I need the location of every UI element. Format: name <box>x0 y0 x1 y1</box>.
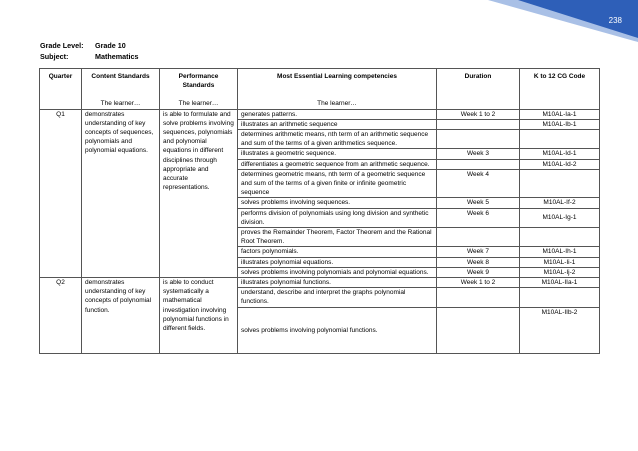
duration <box>437 130 520 149</box>
q2-quarter: Q2 <box>40 278 82 354</box>
learner-row <box>40 90 600 109</box>
cg-code: M10AL-Id-2 <box>520 159 600 169</box>
learner-content: The learner… <box>82 90 160 109</box>
cg-code: M10AL-Ig-1 <box>520 208 600 227</box>
competency: generates patterns. <box>238 109 437 119</box>
q2-performance: is able to conduct systematically a mathematical investigation involving polynomial functions in different fields. <box>160 278 238 354</box>
q1-content: demonstrates understanding of key concepts of sequences, polynomials and polynomial equations. <box>82 109 160 277</box>
document-meta <box>40 40 139 62</box>
duration: Week 3 <box>437 149 520 159</box>
cg-code <box>520 288 600 307</box>
cg-code <box>520 169 600 198</box>
duration: Week 9 <box>437 267 520 277</box>
cg-code: M10AL-Ia-1 <box>520 109 600 119</box>
cg-code: M10AL-If-2 <box>520 198 600 208</box>
header-performance: Performance Standards <box>160 69 238 91</box>
curriculum-table <box>39 68 600 354</box>
cg-code: M10AL-IIa-1 <box>520 278 600 288</box>
cg-code: M10AL-Ij-2 <box>520 267 600 277</box>
cg-code <box>520 130 600 149</box>
competency: understand, describe and interpret the graphs polynomial functions. <box>238 288 437 307</box>
page-number: 238 <box>608 16 622 25</box>
duration: Week 4 <box>437 169 520 198</box>
grade-label: Grade Level: <box>40 41 84 50</box>
header-duration: Duration <box>437 69 520 91</box>
cg-code <box>520 228 600 247</box>
competency: solves problems involving sequences. <box>238 198 437 208</box>
table-header-row <box>40 69 600 91</box>
header-quarter: Quarter <box>40 69 82 91</box>
table-row <box>40 109 600 119</box>
q2-content: demonstrates understanding of key concepts of polynomial function. <box>82 278 160 354</box>
cg-code: M10AL-Ih-1 <box>520 247 600 257</box>
duration: Week 5 <box>437 198 520 208</box>
competency: illustrates a geometric sequence. <box>238 149 437 159</box>
duration: Week 8 <box>437 257 520 267</box>
grade-value: Grade 10 <box>95 41 126 50</box>
duration: Week 7 <box>437 247 520 257</box>
cg-code: M10AL-Ii-1 <box>520 257 600 267</box>
learner-performance: The learner… <box>160 90 238 109</box>
competency: differentiates a geometric sequence from an arithmetic sequence. <box>238 159 437 169</box>
duration <box>437 159 520 169</box>
header-content: Content Standards <box>82 69 160 91</box>
subject-label: Subject: <box>40 52 69 61</box>
competency: factors polynomials. <box>238 247 437 257</box>
subject-value: Mathematics <box>95 52 139 61</box>
table-row <box>40 278 600 288</box>
competency: illustrates an arithmetic sequence <box>238 119 437 129</box>
competency: illustrates polynomial equations. <box>238 257 437 267</box>
duration <box>437 288 520 307</box>
duration: Week 1 to 2 <box>437 278 520 288</box>
duration <box>437 307 520 353</box>
cg-code: M10AL-Ib-1 <box>520 119 600 129</box>
competency: proves the Remainder Theorem, Factor Theorem and the Rational Root Theorem. <box>238 228 437 247</box>
duration: Week 6 <box>437 208 520 227</box>
competency: performs division of polynomials using long division and synthetic division. <box>238 208 437 227</box>
q1-quarter: Q1 <box>40 109 82 277</box>
cg-code: M10AL-Id-1 <box>520 149 600 159</box>
header-melc: Most Essential Learning competencies <box>238 69 437 91</box>
competency: solves problems involving polynomials and polynomial equations. <box>238 267 437 277</box>
q1-performance: is able to formulate and solve problems involving sequences, polynomials and polynomial equations in different disciplines through appropriate and accurate representations. <box>160 109 238 277</box>
learner-melc: The learner… <box>238 90 437 109</box>
cg-code: M10AL-IIb-2 <box>520 307 600 353</box>
duration: Week 1 to 2 <box>437 109 520 119</box>
duration <box>437 228 520 247</box>
competency: determines arithmetic means, nth term of an arithmetic sequence and sum of the terms of a given arithmetics sequence. <box>238 130 437 149</box>
page-corner-band <box>488 0 638 50</box>
header-code: K to 12 CG Code <box>520 69 600 91</box>
duration <box>437 119 520 129</box>
competency: determines geometric means, nth term of a geometric sequence and sum of the terms of a given finite or infinite geometric sequence <box>238 169 437 198</box>
competency: illustrates polynomial functions. <box>238 278 437 288</box>
competency: solves problems involving polynomial functions. <box>238 307 437 353</box>
